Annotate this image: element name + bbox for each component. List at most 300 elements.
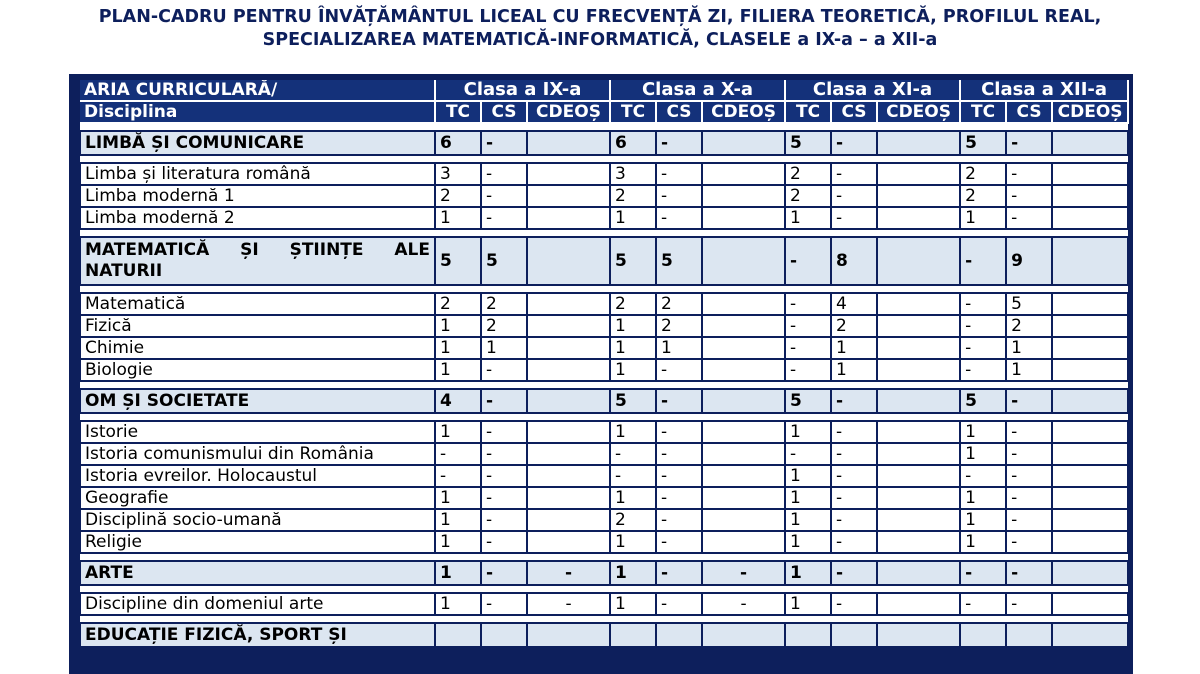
area-value-cs: - xyxy=(1006,131,1052,155)
discipline-value-cdeos xyxy=(527,163,610,185)
discipline-row xyxy=(80,207,1128,229)
area-row xyxy=(80,237,1128,285)
area-name: EDUCAȚIE FIZICĂ, SPORT ȘI xyxy=(80,623,435,647)
header-cdeos: CDEOȘ xyxy=(1052,101,1128,123)
area-value-cs xyxy=(831,623,877,647)
discipline-value-tc: 1 xyxy=(435,531,481,553)
area-value-tc: 1 xyxy=(435,561,481,585)
discipline-value-cs: 2 xyxy=(481,293,527,315)
discipline-value-cs: - xyxy=(481,163,527,185)
discipline-value-cdeos xyxy=(877,163,960,185)
discipline-value-cs: - xyxy=(656,163,702,185)
discipline-value-tc: 1 xyxy=(785,593,831,615)
area-value-tc: - xyxy=(960,561,1006,585)
header-discipline-label: Disciplina xyxy=(80,101,435,123)
header-cdeos: CDEOȘ xyxy=(877,101,960,123)
discipline-value-cdeos xyxy=(1052,443,1128,465)
discipline-value-cdeos xyxy=(877,509,960,531)
discipline-value-cdeos xyxy=(527,185,610,207)
discipline-value-tc: 1 xyxy=(435,207,481,229)
discipline-value-cs: - xyxy=(831,531,877,553)
header-class-9: Clasa a IX-a xyxy=(435,80,610,101)
discipline-value-cs: - xyxy=(481,359,527,381)
area-value-tc: 6 xyxy=(610,131,656,155)
discipline-value-cdeos xyxy=(1052,185,1128,207)
discipline-row xyxy=(80,421,1128,443)
discipline-row xyxy=(80,443,1128,465)
discipline-value-tc: 1 xyxy=(435,315,481,337)
discipline-value-cdeos xyxy=(877,359,960,381)
discipline-value-cdeos xyxy=(877,315,960,337)
discipline-value-tc: 1 xyxy=(785,207,831,229)
discipline-value-cs: - xyxy=(1006,185,1052,207)
header-cs: CS xyxy=(481,101,527,123)
discipline-value-cs: - xyxy=(656,487,702,509)
header-tc: TC xyxy=(610,101,656,123)
discipline-value-tc: 1 xyxy=(960,531,1006,553)
discipline-value-cs: - xyxy=(481,443,527,465)
discipline-value-cs: - xyxy=(481,465,527,487)
discipline-value-tc: 3 xyxy=(610,163,656,185)
discipline-value-cdeos xyxy=(702,509,785,531)
discipline-value-cdeos xyxy=(527,315,610,337)
separator-cell xyxy=(80,413,1128,421)
area-name: LIMBĂ ȘI COMUNICARE xyxy=(80,131,435,155)
discipline-value-tc: - xyxy=(785,293,831,315)
area-row xyxy=(80,389,1128,413)
discipline-value-cdeos xyxy=(527,421,610,443)
area-value-cdeos xyxy=(1052,389,1128,413)
discipline-name: Limba și literatura română xyxy=(80,163,435,185)
header-cs: CS xyxy=(1006,101,1052,123)
separator-cell xyxy=(80,155,1128,163)
area-value-cdeos xyxy=(1052,623,1128,647)
discipline-value-cs: 1 xyxy=(481,337,527,359)
area-value-tc: 5 xyxy=(785,131,831,155)
area-value-tc: 4 xyxy=(435,389,481,413)
discipline-value-tc: 1 xyxy=(610,487,656,509)
header-cs: CS xyxy=(831,101,877,123)
discipline-value-cs: - xyxy=(831,593,877,615)
area-value-cdeos xyxy=(527,237,610,285)
area-value-cdeos xyxy=(527,623,610,647)
discipline-value-cdeos xyxy=(527,293,610,315)
discipline-row xyxy=(80,487,1128,509)
discipline-value-cs: - xyxy=(1006,487,1052,509)
discipline-value-tc: 1 xyxy=(435,487,481,509)
discipline-value-cdeos xyxy=(702,207,785,229)
discipline-value-cdeos xyxy=(877,443,960,465)
area-row xyxy=(80,131,1128,155)
discipline-value-tc: - xyxy=(785,443,831,465)
discipline-value-tc: 1 xyxy=(610,593,656,615)
row-separator xyxy=(80,285,1128,293)
discipline-value-cdeos xyxy=(1052,593,1128,615)
area-value-cdeos xyxy=(1052,237,1128,285)
discipline-value-tc: 1 xyxy=(610,337,656,359)
discipline-value-cdeos xyxy=(1052,487,1128,509)
area-value-cs: - xyxy=(1006,389,1052,413)
discipline-value-tc: - xyxy=(960,465,1006,487)
area-value-cs: - xyxy=(656,561,702,585)
area-value-cs: - xyxy=(831,389,877,413)
discipline-name: Limba modernă 2 xyxy=(80,207,435,229)
discipline-name: Chimie xyxy=(80,337,435,359)
discipline-name: Istorie xyxy=(80,421,435,443)
area-value-cdeos xyxy=(877,623,960,647)
discipline-value-cdeos xyxy=(527,337,610,359)
discipline-name: Fizică xyxy=(80,315,435,337)
discipline-value-cs: - xyxy=(831,465,877,487)
header-class-12: Clasa a XII-a xyxy=(960,80,1128,101)
area-value-tc xyxy=(785,623,831,647)
separator-cell xyxy=(80,229,1128,237)
discipline-value-cdeos xyxy=(702,315,785,337)
discipline-value-tc: 1 xyxy=(435,509,481,531)
discipline-value-cs: - xyxy=(831,443,877,465)
row-separator xyxy=(80,381,1128,389)
area-name: MATEMATICĂ ȘI ȘTIINȚE ALE NATURII xyxy=(80,237,435,285)
discipline-value-cs: - xyxy=(831,509,877,531)
area-value-tc xyxy=(960,623,1006,647)
discipline-value-cs: - xyxy=(656,421,702,443)
discipline-value-cs: - xyxy=(831,487,877,509)
discipline-row xyxy=(80,531,1128,553)
discipline-name: Disciplină socio-umană xyxy=(80,509,435,531)
discipline-value-cdeos xyxy=(1052,315,1128,337)
discipline-value-cs: - xyxy=(656,531,702,553)
discipline-value-cs: - xyxy=(1006,465,1052,487)
discipline-name: Matematică xyxy=(80,293,435,315)
discipline-value-tc: 1 xyxy=(435,337,481,359)
discipline-value-cdeos xyxy=(527,207,610,229)
discipline-row xyxy=(80,359,1128,381)
area-value-tc: 5 xyxy=(610,237,656,285)
area-value-tc: 5 xyxy=(785,389,831,413)
discipline-value-tc: 2 xyxy=(610,293,656,315)
discipline-value-tc: 2 xyxy=(435,293,481,315)
discipline-value-tc: 1 xyxy=(610,531,656,553)
discipline-value-tc: 2 xyxy=(960,163,1006,185)
discipline-value-cdeos xyxy=(877,593,960,615)
discipline-value-cdeos xyxy=(877,207,960,229)
discipline-name: Discipline din domeniul arte xyxy=(80,593,435,615)
discipline-value-cs: - xyxy=(481,593,527,615)
discipline-value-cdeos xyxy=(702,531,785,553)
header-class-10: Clasa a X-a xyxy=(610,80,785,101)
discipline-value-cdeos xyxy=(702,487,785,509)
area-value-tc: 1 xyxy=(610,561,656,585)
discipline-value-cs: - xyxy=(1006,531,1052,553)
discipline-value-cdeos xyxy=(527,359,610,381)
discipline-value-cdeos xyxy=(702,465,785,487)
discipline-value-cs: - xyxy=(656,443,702,465)
area-value-tc: - xyxy=(785,237,831,285)
discipline-value-cdeos xyxy=(527,509,610,531)
discipline-row xyxy=(80,593,1128,615)
discipline-value-cs: 2 xyxy=(831,315,877,337)
discipline-value-cs: - xyxy=(656,465,702,487)
discipline-value-tc: - xyxy=(960,315,1006,337)
area-value-cs: - xyxy=(831,131,877,155)
header-cs: CS xyxy=(656,101,702,123)
discipline-value-cs: - xyxy=(481,487,527,509)
area-value-cs: 9 xyxy=(1006,237,1052,285)
discipline-value-cs: - xyxy=(1006,421,1052,443)
discipline-row xyxy=(80,293,1128,315)
separator-cell xyxy=(80,615,1128,623)
row-separator xyxy=(80,553,1128,561)
discipline-name: Istoria comunismului din România xyxy=(80,443,435,465)
discipline-row xyxy=(80,163,1128,185)
discipline-value-cs: - xyxy=(831,207,877,229)
discipline-value-cs: - xyxy=(481,421,527,443)
discipline-value-tc: 3 xyxy=(435,163,481,185)
discipline-value-tc: 1 xyxy=(960,207,1006,229)
discipline-value-cs: - xyxy=(1006,163,1052,185)
area-value-cs: - xyxy=(1006,561,1052,585)
area-value-cdeos xyxy=(702,237,785,285)
area-value-cdeos xyxy=(527,131,610,155)
separator-cell xyxy=(80,553,1128,561)
separator-cell xyxy=(80,285,1128,293)
discipline-value-cdeos xyxy=(877,185,960,207)
separator-cell xyxy=(80,585,1128,593)
header-row-sub xyxy=(80,101,1128,123)
discipline-value-cs: 4 xyxy=(831,293,877,315)
discipline-value-tc: 1 xyxy=(610,359,656,381)
header-tc: TC xyxy=(785,101,831,123)
area-value-tc: 5 xyxy=(960,131,1006,155)
discipline-value-tc: - xyxy=(785,359,831,381)
discipline-value-cdeos: - xyxy=(702,593,785,615)
area-name: ARTE xyxy=(80,561,435,585)
area-value-cdeos xyxy=(702,389,785,413)
discipline-row xyxy=(80,185,1128,207)
discipline-value-tc: - xyxy=(960,293,1006,315)
discipline-value-cdeos xyxy=(702,337,785,359)
discipline-value-cdeos xyxy=(702,359,785,381)
discipline-value-tc: 1 xyxy=(435,421,481,443)
discipline-value-cs: 2 xyxy=(481,315,527,337)
area-value-cs: - xyxy=(656,389,702,413)
row-separator xyxy=(80,585,1128,593)
discipline-value-tc: 1 xyxy=(610,421,656,443)
discipline-value-cdeos xyxy=(1052,337,1128,359)
discipline-value-cdeos xyxy=(877,421,960,443)
area-value-tc: 5 xyxy=(435,237,481,285)
discipline-value-cdeos xyxy=(527,465,610,487)
discipline-name: Religie xyxy=(80,531,435,553)
area-value-cdeos xyxy=(877,389,960,413)
area-value-cs: - xyxy=(831,561,877,585)
discipline-value-cdeos xyxy=(1052,465,1128,487)
discipline-value-tc: - xyxy=(785,337,831,359)
area-value-cs: - xyxy=(656,131,702,155)
discipline-value-tc: 1 xyxy=(785,531,831,553)
area-value-tc: 6 xyxy=(435,131,481,155)
discipline-value-cs: 2 xyxy=(656,315,702,337)
discipline-value-cdeos xyxy=(527,443,610,465)
area-value-cdeos xyxy=(1052,131,1128,155)
discipline-value-cdeos xyxy=(877,531,960,553)
discipline-value-cs: - xyxy=(831,163,877,185)
discipline-value-cs: - xyxy=(481,185,527,207)
discipline-value-cs: - xyxy=(481,531,527,553)
area-value-cdeos xyxy=(1052,561,1128,585)
discipline-value-tc: 1 xyxy=(785,421,831,443)
separator-cell xyxy=(80,123,1128,131)
discipline-value-cdeos xyxy=(877,293,960,315)
discipline-value-cs: 1 xyxy=(1006,337,1052,359)
discipline-value-cdeos xyxy=(877,487,960,509)
discipline-value-cdeos xyxy=(1052,421,1128,443)
discipline-value-cs: 2 xyxy=(1006,315,1052,337)
discipline-value-cs: 1 xyxy=(831,359,877,381)
area-value-cs: - xyxy=(481,389,527,413)
header-row-classes xyxy=(80,80,1128,101)
header-cdeos: CDEOȘ xyxy=(702,101,785,123)
discipline-value-tc: 1 xyxy=(435,359,481,381)
row-separator xyxy=(80,615,1128,623)
discipline-value-tc: 2 xyxy=(960,185,1006,207)
discipline-value-tc: 1 xyxy=(435,593,481,615)
discipline-value-tc: 1 xyxy=(960,509,1006,531)
discipline-value-tc: 2 xyxy=(785,163,831,185)
discipline-value-cs: - xyxy=(656,593,702,615)
discipline-value-cdeos xyxy=(702,163,785,185)
discipline-value-cs: - xyxy=(1006,443,1052,465)
discipline-value-cdeos xyxy=(702,443,785,465)
discipline-value-cs: - xyxy=(656,359,702,381)
discipline-value-tc: 2 xyxy=(610,185,656,207)
area-value-cs xyxy=(481,623,527,647)
header-area-label: ARIA CURRICULARĂ/ xyxy=(80,80,435,101)
discipline-value-tc: - xyxy=(610,443,656,465)
discipline-value-cdeos xyxy=(527,487,610,509)
area-row xyxy=(80,623,1128,647)
discipline-value-tc: - xyxy=(960,593,1006,615)
area-value-cs: 5 xyxy=(481,237,527,285)
area-value-cdeos: - xyxy=(527,561,610,585)
discipline-value-tc: - xyxy=(785,315,831,337)
area-value-cdeos xyxy=(877,237,960,285)
discipline-value-cdeos xyxy=(877,465,960,487)
area-value-cs: 8 xyxy=(831,237,877,285)
area-value-cs: 5 xyxy=(656,237,702,285)
discipline-value-tc: 2 xyxy=(435,185,481,207)
discipline-value-cdeos xyxy=(527,531,610,553)
discipline-name: Biologie xyxy=(80,359,435,381)
discipline-value-cs: - xyxy=(1006,207,1052,229)
discipline-value-cs: 1 xyxy=(656,337,702,359)
discipline-value-cdeos xyxy=(1052,531,1128,553)
area-value-tc: - xyxy=(960,237,1006,285)
area-value-cs: - xyxy=(481,131,527,155)
discipline-value-cs: 1 xyxy=(1006,359,1052,381)
discipline-value-tc: 1 xyxy=(785,465,831,487)
discipline-value-cs: - xyxy=(656,185,702,207)
area-value-cdeos xyxy=(877,131,960,155)
area-value-tc: 5 xyxy=(960,389,1006,413)
discipline-value-cs: 2 xyxy=(656,293,702,315)
area-value-tc xyxy=(610,623,656,647)
header-class-11: Clasa a XI-a xyxy=(785,80,960,101)
discipline-value-cdeos xyxy=(1052,359,1128,381)
title-line-2: SPECIALIZAREA MATEMATICĂ-INFORMATICĂ, CLASELE a IX-a – a XII-a xyxy=(262,30,938,50)
discipline-value-cdeos xyxy=(1052,207,1128,229)
area-value-tc: 1 xyxy=(785,561,831,585)
area-value-cs xyxy=(656,623,702,647)
area-value-cdeos: - xyxy=(702,561,785,585)
discipline-value-tc: - xyxy=(610,465,656,487)
discipline-value-cdeos xyxy=(877,337,960,359)
area-name: OM ȘI SOCIETATE xyxy=(80,389,435,413)
area-row xyxy=(80,561,1128,585)
discipline-value-tc: 1 xyxy=(610,207,656,229)
area-value-cdeos xyxy=(527,389,610,413)
discipline-row xyxy=(80,509,1128,531)
area-value-tc: 5 xyxy=(610,389,656,413)
area-value-cdeos xyxy=(702,623,785,647)
discipline-value-cdeos: - xyxy=(527,593,610,615)
discipline-row xyxy=(80,465,1128,487)
title-line-1: PLAN-CADRU PENTRU ÎNVĂȚĂMÂNTUL LICEAL CU FRECVENȚĂ ZI, FILIERA TEORETICĂ, PROFILUL REAL, xyxy=(98,7,1102,27)
discipline-value-tc: 1 xyxy=(785,509,831,531)
discipline-value-tc: 2 xyxy=(785,185,831,207)
document-title xyxy=(0,6,1200,52)
discipline-value-cdeos xyxy=(702,185,785,207)
discipline-value-tc: 2 xyxy=(610,509,656,531)
row-separator xyxy=(80,155,1128,163)
discipline-value-cs: - xyxy=(1006,593,1052,615)
row-separator xyxy=(80,413,1128,421)
separator-cell xyxy=(80,381,1128,389)
discipline-value-cdeos xyxy=(702,421,785,443)
area-value-tc xyxy=(435,623,481,647)
discipline-value-tc: - xyxy=(435,465,481,487)
discipline-name: Limba modernă 1 xyxy=(80,185,435,207)
discipline-value-cs: - xyxy=(656,509,702,531)
discipline-value-cdeos xyxy=(1052,509,1128,531)
header-cdeos: CDEOȘ xyxy=(527,101,610,123)
area-value-cdeos xyxy=(702,131,785,155)
discipline-name: Geografie xyxy=(80,487,435,509)
discipline-value-tc: - xyxy=(960,337,1006,359)
discipline-value-tc: 1 xyxy=(610,315,656,337)
discipline-value-tc: - xyxy=(435,443,481,465)
area-value-cdeos xyxy=(877,561,960,585)
discipline-value-cs: - xyxy=(831,421,877,443)
discipline-value-tc: 1 xyxy=(960,487,1006,509)
row-separator xyxy=(80,123,1128,131)
header-tc: TC xyxy=(960,101,1006,123)
discipline-value-tc: 1 xyxy=(960,421,1006,443)
discipline-value-tc: - xyxy=(960,359,1006,381)
discipline-row xyxy=(80,315,1128,337)
curriculum-table xyxy=(79,80,1129,648)
discipline-value-tc: 1 xyxy=(785,487,831,509)
row-separator xyxy=(80,229,1128,237)
discipline-value-cdeos xyxy=(1052,293,1128,315)
header-tc: TC xyxy=(435,101,481,123)
discipline-value-cs: - xyxy=(1006,509,1052,531)
discipline-value-cdeos xyxy=(1052,163,1128,185)
discipline-value-cs: - xyxy=(481,207,527,229)
discipline-name: Istoria evreilor. Holocaustul xyxy=(80,465,435,487)
area-value-cs: - xyxy=(481,561,527,585)
discipline-value-cs: 1 xyxy=(831,337,877,359)
